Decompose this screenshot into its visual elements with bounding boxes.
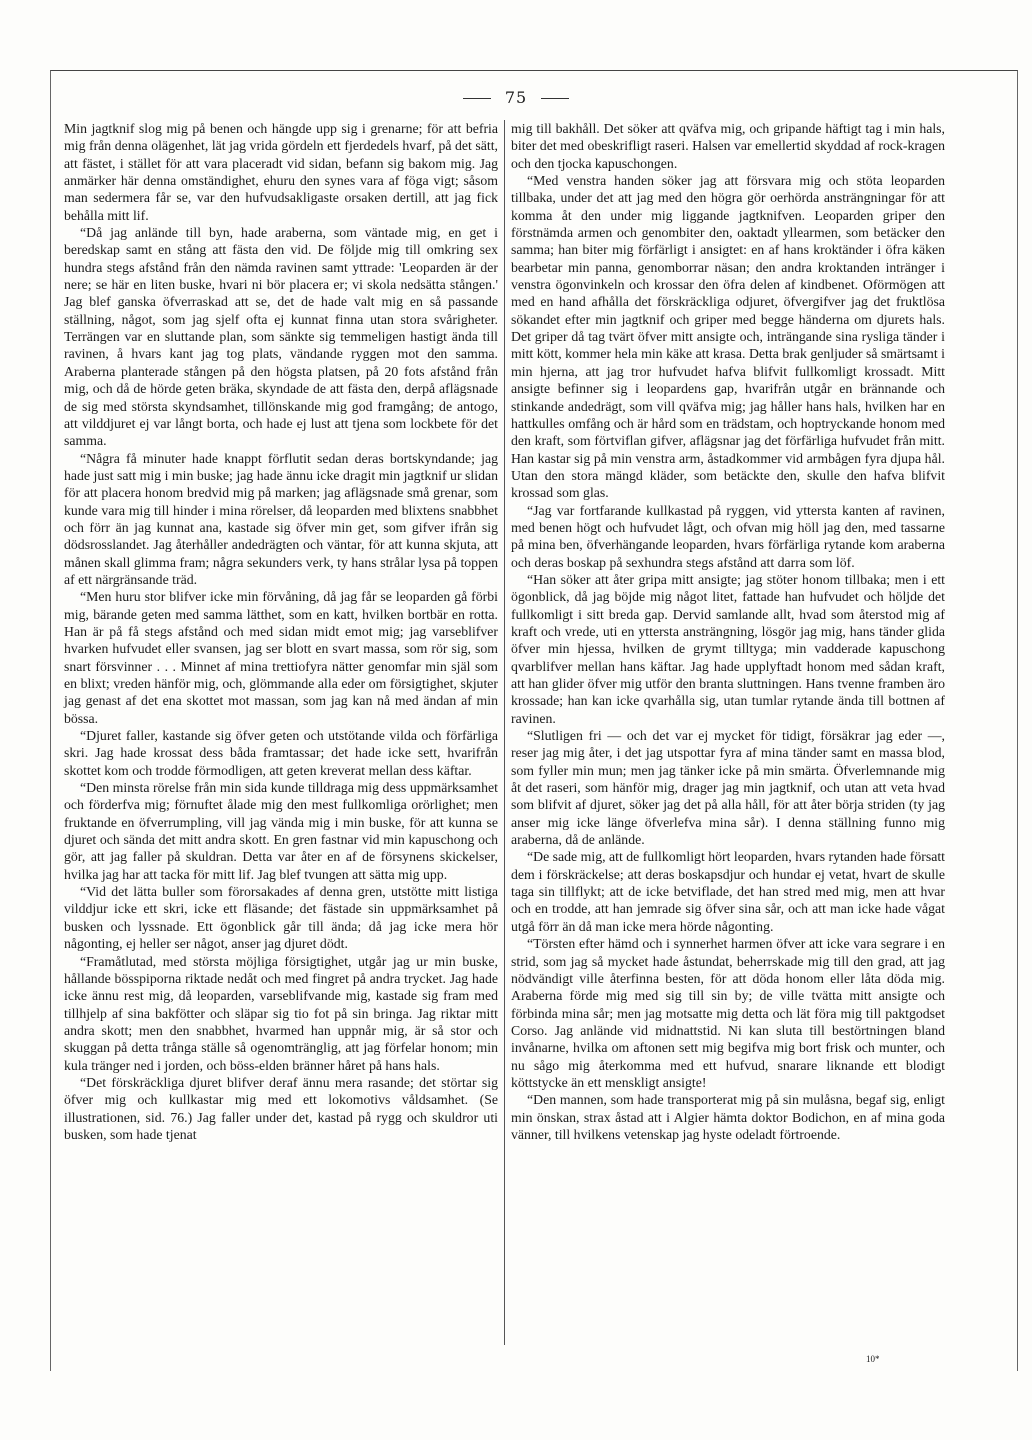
paragraph: “Men huru stor blifver icke min förvåning, då jag får se leoparden gå förbi mig, bärande geten med samma lätthet, som en katt, hvilken bortbär en rotta. Han är på få stegs afstånd och med sidan midt emot mig; jag varseblifver hvarken hufvudet eller svansen, jag ser blott en svart massa, som rör sig, som snart försvinner . . . Minnet af mina trettiofyra nätter genomfar min själ som en blixt; vreden hänför mig, och, glömmande alla eder om försigtighet, skjuter jag genast af det ena skottet mot massan, som jag kan nå med ändan af min bössa. <box>64 589 498 726</box>
column-divider <box>504 120 505 1345</box>
paragraph: “Det förskräckliga djuret blifver deraf ännu mera rasande; det störtar sig öfver mig och kullkastar mig med ett lokomotivs våldsamhet. (Se illustrationen, sid. 76.) Jag faller under det, kastad på rygg och skuldror uti busken, som hade tjenat <box>64 1074 498 1142</box>
paragraph: Min jagtknif slog mig på benen och hängde upp sig i grenarne; för att befria mig från denna olägenhet, lät jag vrida gördeln ett fjerdedels hvarf, på det sätt, att fästet, i stället för att vara placeradt vid sidan, befann sig bakom mig. Jag anmärker här denna omständighet, ehuru den synes vara af föga vigt; såsom man sedermera får se, var den hufvudsakligaste orsaken dertill, att jag fick behålla mitt lif. <box>64 121 498 223</box>
paragraph: “Den mannen, som hade transporterat mig på sin mulåsna, begaf sig, enligt min önskan, strax åstad att i Algier hämta doktor Bodichon, en af mina goda vänner, till hvilkens vetenskap jag hyste odeladt förtroende. <box>511 1092 945 1142</box>
paragraph: “Han söker att åter gripa mitt ansigte; jag stöter honom tillbaka; men i ett ögonblick, då jag böjde mig något litet, fattade han hufvudet och höljde det fullkomligt i sitt breda gap. Dervid samlande allt, hvad som återstod mig af kraft och vrede, uti en yttersta ansträngning, lösgör jag mig, hans tänder glida öfver min hjessa, hvilken de grymt tilltyga; min vadderade kapuschong qvarblifver mellan hans käftar. Jag hade upplyftadt honom med sådan kraft, att han glider öfver mig utför den branta sluttningen. Hans tvenne framben äro krossade; han kan icke qvarhålla sig, utan tumlar rytande ända till bottnen af ravinen. <box>511 571 945 726</box>
page-number: 75 <box>504 88 528 107</box>
printer-signature-mark: 10* <box>866 1354 880 1364</box>
paragraph: “Djuret faller, kastande sig öfver geten och utstötande vilda och förfärliga skri. Jag hade krossat dess båda framtassar; det hade icke sett, hvarifrån skottet kom och trodde förmodligen, att geten kreverat mellan dess käftar. <box>64 728 498 778</box>
page-header <box>0 88 1032 107</box>
header-dash-right <box>541 98 569 99</box>
paragraph: “Törsten efter hämd och i synnerhet harmen öfver att icke vara segrare i en strid, som jag så mycket hade åstundat, beherrskade mig till den grad, att jag nödvändigt ville återfinna besten, för att döda honom eller låta döda mig. Araberna förde mig med sig till sin by; de ville tvätta mitt ansigte och förbinda mina sår; men jag motsatte mig detta och lät föra mig till paktgodset Corso. Jag anlände vid midnattstid. Ni kan sluta till bestörtningen bland invånarne, hvilka om aftonen sett mig begifva mig bort frisk och munter, och nu sågo mig återkomma med ett hufvud, snarare liknande ett blodigt köttstycke än ett menskligt ansigte! <box>511 936 945 1090</box>
paragraph: “Några få minuter hade knappt förflutit sedan deras bortskyndande; jag hade just satt mig i min buske; jag hade ännu icke dragit min jagtknif ur slidan för att placera honom bredvid mig på marken; jag aflägsnade små grenar, som kunde vara mig till hinder i mina rörelser, då leoparden med blixtens snabbhet och förr än jag kunnat ana, kastade sig öfver min get, som gifver ifrån sig dödsrosslandet. Jag återhåller andedrägten och väntar, för att kunna skjuta, att månen skall glimma fram; några sekunders verk, ty hans strålar lysa på toppen af ett närgränsande träd. <box>64 450 498 587</box>
paragraph: “Framåtlutad, med största möjliga försigtighet, utgår jag ur min buske, hållande bösspiporna riktade nedåt och med fingret på andra trycket. Jag hade icke ännu rest mig, då leoparden, varseblifvande mig, kastade sig fram med tillhjelp af sina bakfötter och släpar sig tio fot på sin bringa. Jag riktar mitt andra skott; men den snabbhet, hvarmed han uppnår mig, är så stor och skuggan på detta trånga ställe så ogenomtränglig, att jag förfelar honom; min kula tränger ned i jorden, och böss-elden bränner håret på hans hals. <box>64 953 498 1073</box>
paragraph: “Jag var fortfarande kullkastad på ryggen, vid yttersta kanten af ravinen, med benen högt och hufvudet lågt, och ofvan mig höll jag den, med tassarne på mina ben, öfverhängande leoparden, hvars förfärliga rytande kom araberna och deras boskap på sexhundra stegs afstånd att darra som löf. <box>511 502 945 570</box>
paragraph: “Vid det lätta buller som förorsakades af denna gren, utstötte mitt listiga vilddjur icke ett skri, icke ett fläsande; det fästade sin uppmärksamhet på busken och lyssnade. Ett ögonblick går till ända; då jag icke mera hör någonting, ej heller ser något, anser jag djuret dödt. <box>64 884 498 952</box>
paragraph: “Den minsta rörelse från min sida kunde tilldraga mig dess uppmärksamhet och förderfva mig; förnuftet ålade mig den mest fullkomliga orörlighet; men fruktande en öfverrumpling, vill jag vända mig i min buske, för att kunna se djuret och sända det mitt andra skott. En gren fastnar vid min kapuschong och gör, att jag faller på skuldran. Detta var åter en af de försynens skickelser, hvilka jag har att tacka för mitt lif. Jag blef tvungen att sätta mig upp. <box>64 780 498 882</box>
paragraph: “Slutligen fri — och det var ej mycket för tidigt, försäkrar jag eder —, reser jag mig åter, i det jag utspottar fyra af mina tänder samt en massa blod, som fyller min mun; men jag tänker icke på min smärta. Öfverlemnande mig åt det raseri, som hänför mig, drager jag min jagtknif, och utan att veta hvad som blifvit af djuret, söker jag det på alla håll, för att åter börja striden (ty jag anser mig icke länge öfverlefva mina sår). I denna ställning funno mig araberna, då de anlände. <box>511 728 945 848</box>
paragraph: “De sade mig, att de fullkomligt hört leoparden, hvars rytanden hade försatt dem i förskräckelse; att deras boskapsdjur och hundar ej vetat, hvart de skulle taga sin tillflykt; att de icke betviflade, det han stred med mig, men att hvar och en trodde, att han jemrade sig öfver sina sår, och att man icke hade vågat utgå förr än då man icke mera hörde någonting. <box>511 849 945 934</box>
right-column <box>511 120 945 1143</box>
header-dash-left <box>463 98 491 99</box>
left-column <box>64 120 498 1143</box>
paragraph: mig till bakhåll. Det söker att qväfva mig, och gripande häftigt tag i min hals, biter det med obeskrifligt raseri. Halsen var emellertid skyddad af rock-kragen och den tjocka kapuschongen. <box>511 121 945 171</box>
paragraph: “Då jag anlände till byn, hade araberna, som väntade mig, en get i beredskap samt en stång att fästa den vid. De följde mig till omkring sex hundra stegs afstånd från den nämda ravinen samt yttrade: 'Leoparden är der nere; se här en liten buske, hvari ni bör placera er; vi skola nedsätta stången.' Jag blef ganska öfverraskad att se, det de hade valt mig en så passande ställning, något, som jag sjelf ofta ej kunnat finna utan stora svårigheter. Terrängen var en sluttande plan, som sänkte sig temmeligen hastigt ända till ravinen, å hvars kant jag tog plats, vändande ryggen mot den samma. Araberna planterade stången på den högsta platsen, på 20 fots afstånd från mig, och då de hörde geten bräka, skyndade de att fästa den, derpå aflägsnade de sig med största skyndsamhet, tillönskande mig god framgång; de antogo, att vilddjuret ej var långt borta, och hade ej lust att tjena som lockbete för det samma. <box>64 225 498 449</box>
paragraph: “Med venstra handen söker jag att försvara mig och stöta leoparden tillbaka, under det att jag med den högra gör oerhörda ansträngningar för att komma åt den under mig liggande jagtknifven. Leoparden griper den förstnämda armen och genombiter den, oaktadt yllearmen, som betäcker den samma; han biter mig förfärligt i ansigtet: en af hans kroktänder i öfra käken bearbetar min panna, genomborrar näsan; den andra kroktanden intränger i venstra ögonvinkeln och krossar den öfra delen af kindbenet. Oförmögen att med en hand afhålla det förskräckliga odjuret, öfvergifver jag det fruktlösa sökandet efter min jagtknif och griper med begge händerna om djurets hals. Det griper då tag tvärt öfver mitt ansigte och, inträngande sina rysliga tänder i mitt kött, kommer hela min käke att krasa. Detta brak genljuder så smärtsamt i min hjerna, att jag tror hufvudet hafva blifvit fullkomligt krossadt. Mitt ansigte befinner sig i leopardens gap, hvarifrån utgår en brännande och stinkande andedrägt, som vill qväfva mig; jag håller hans hals, hvilken har en hattkulles omfång och är hård som en trädstam, och hoptryckande honom med den kraft, som förtviflan gifver, aflägsnar jag det förfärliga hufvudet från mitt. Han kastar sig på min venstra arm, åstadkommer vid armbågen fyra djupa hål. Utan den stora mängd kläder, som betäckte den, skulle den hafva blifvit krossad som glas. <box>511 173 945 501</box>
